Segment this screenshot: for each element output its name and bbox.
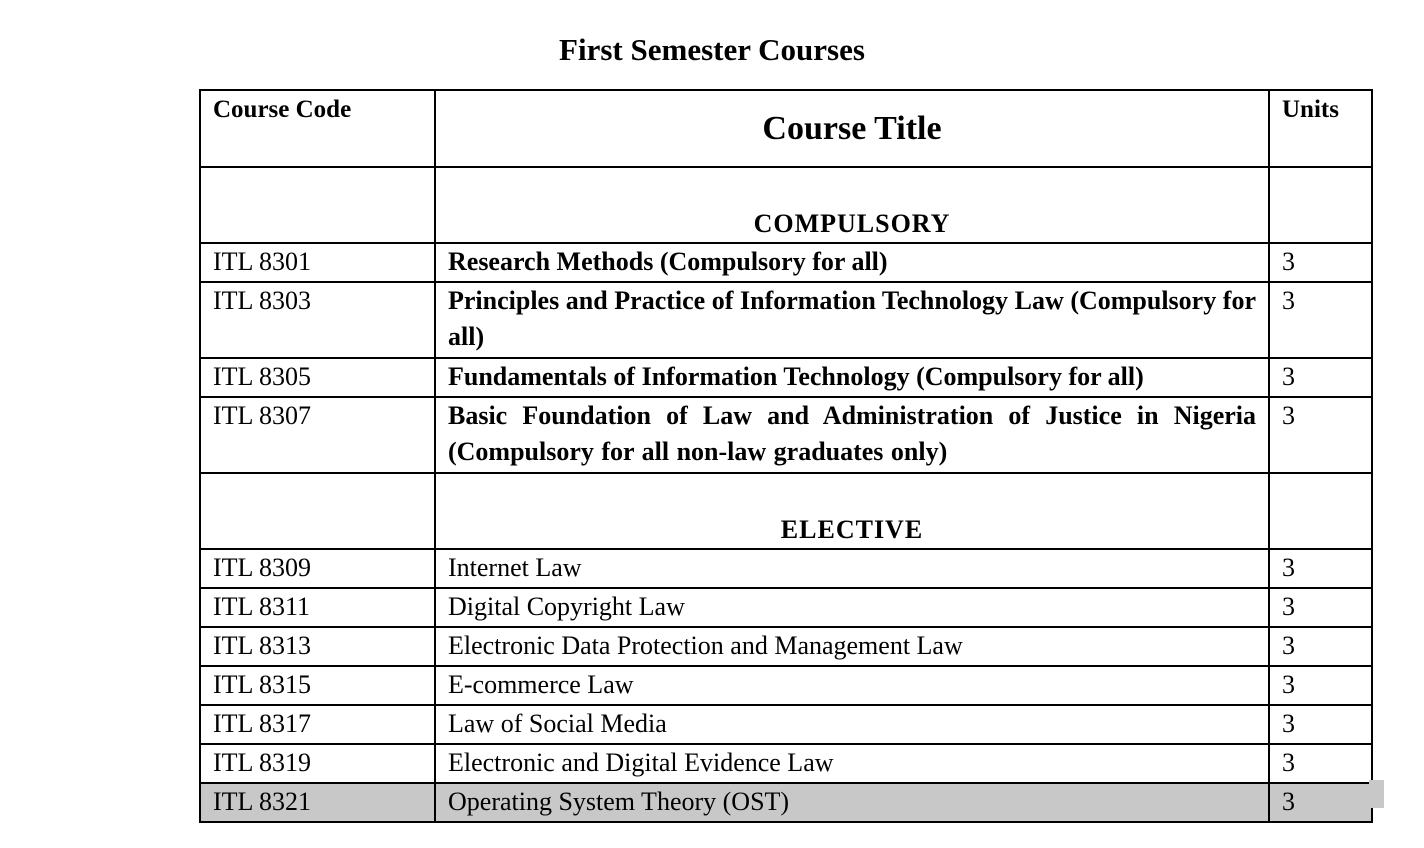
course-code: ITL 8307 bbox=[200, 397, 435, 473]
course-title: Basic Foundation of Law and Administration of Justice in Nigeria (Compulsory for all non-law graduates only) bbox=[435, 397, 1269, 473]
course-title: Law of Social Media bbox=[435, 705, 1269, 744]
course-units: 3 bbox=[1269, 744, 1372, 783]
course-title: Research Methods (Compulsory for all) bbox=[435, 243, 1269, 282]
header-course-title: Course Title bbox=[435, 90, 1269, 167]
section-empty-cell bbox=[200, 167, 435, 243]
course-units: 3 bbox=[1269, 666, 1372, 705]
course-units: 3 bbox=[1269, 783, 1372, 822]
course-code: ITL 8315 bbox=[200, 666, 435, 705]
table-row bbox=[200, 744, 1372, 783]
table-row bbox=[200, 627, 1372, 666]
highlight-overflow bbox=[1369, 780, 1384, 808]
course-units: 3 bbox=[1269, 282, 1372, 358]
table-row bbox=[200, 705, 1372, 744]
course-units: 3 bbox=[1269, 627, 1372, 666]
table-row bbox=[200, 549, 1372, 588]
course-title: Digital Copyright Law bbox=[435, 588, 1269, 627]
table-row bbox=[200, 397, 1372, 473]
course-title: Principles and Practice of Information Technology Law (Compulsory for all) bbox=[435, 282, 1269, 358]
section-row-elective bbox=[200, 473, 1372, 549]
table-row bbox=[200, 243, 1372, 282]
course-title: Operating System Theory (OST) bbox=[435, 783, 1269, 822]
course-title: Electronic Data Protection and Management Law bbox=[435, 627, 1269, 666]
table-header-row bbox=[200, 90, 1372, 167]
section-label-elective: ELECTIVE bbox=[435, 473, 1269, 549]
courses-table bbox=[199, 89, 1373, 823]
course-code: ITL 8305 bbox=[200, 358, 435, 397]
table-row bbox=[200, 588, 1372, 627]
section-empty-cell bbox=[200, 473, 435, 549]
course-code: ITL 8311 bbox=[200, 588, 435, 627]
course-code: ITL 8319 bbox=[200, 744, 435, 783]
course-title: E-commerce Law bbox=[435, 666, 1269, 705]
header-units: Units bbox=[1269, 90, 1372, 167]
course-code: ITL 8313 bbox=[200, 627, 435, 666]
course-units: 3 bbox=[1269, 549, 1372, 588]
section-empty-cell bbox=[1269, 167, 1372, 243]
course-code: ITL 8309 bbox=[200, 549, 435, 588]
page-title: First Semester Courses bbox=[559, 32, 865, 67]
section-row-compulsory bbox=[200, 167, 1372, 243]
section-label-compulsory: COMPULSORY bbox=[435, 167, 1269, 243]
table-row bbox=[200, 666, 1372, 705]
course-units: 3 bbox=[1269, 588, 1372, 627]
table-row bbox=[200, 282, 1372, 358]
course-title: Fundamentals of Information Technology (Compulsory for all) bbox=[435, 358, 1269, 397]
course-code: ITL 8321 bbox=[200, 783, 435, 822]
course-units: 3 bbox=[1269, 397, 1372, 473]
course-code: ITL 8317 bbox=[200, 705, 435, 744]
section-empty-cell bbox=[1269, 473, 1372, 549]
table-row bbox=[200, 358, 1372, 397]
course-code: ITL 8303 bbox=[200, 282, 435, 358]
course-title: Internet Law bbox=[435, 549, 1269, 588]
course-units: 3 bbox=[1269, 358, 1372, 397]
table-row-highlighted bbox=[200, 783, 1372, 822]
header-course-code: Course Code bbox=[200, 90, 435, 167]
course-units: 3 bbox=[1269, 243, 1372, 282]
course-code: ITL 8301 bbox=[200, 243, 435, 282]
course-title: Electronic and Digital Evidence Law bbox=[435, 744, 1269, 783]
course-units: 3 bbox=[1269, 705, 1372, 744]
